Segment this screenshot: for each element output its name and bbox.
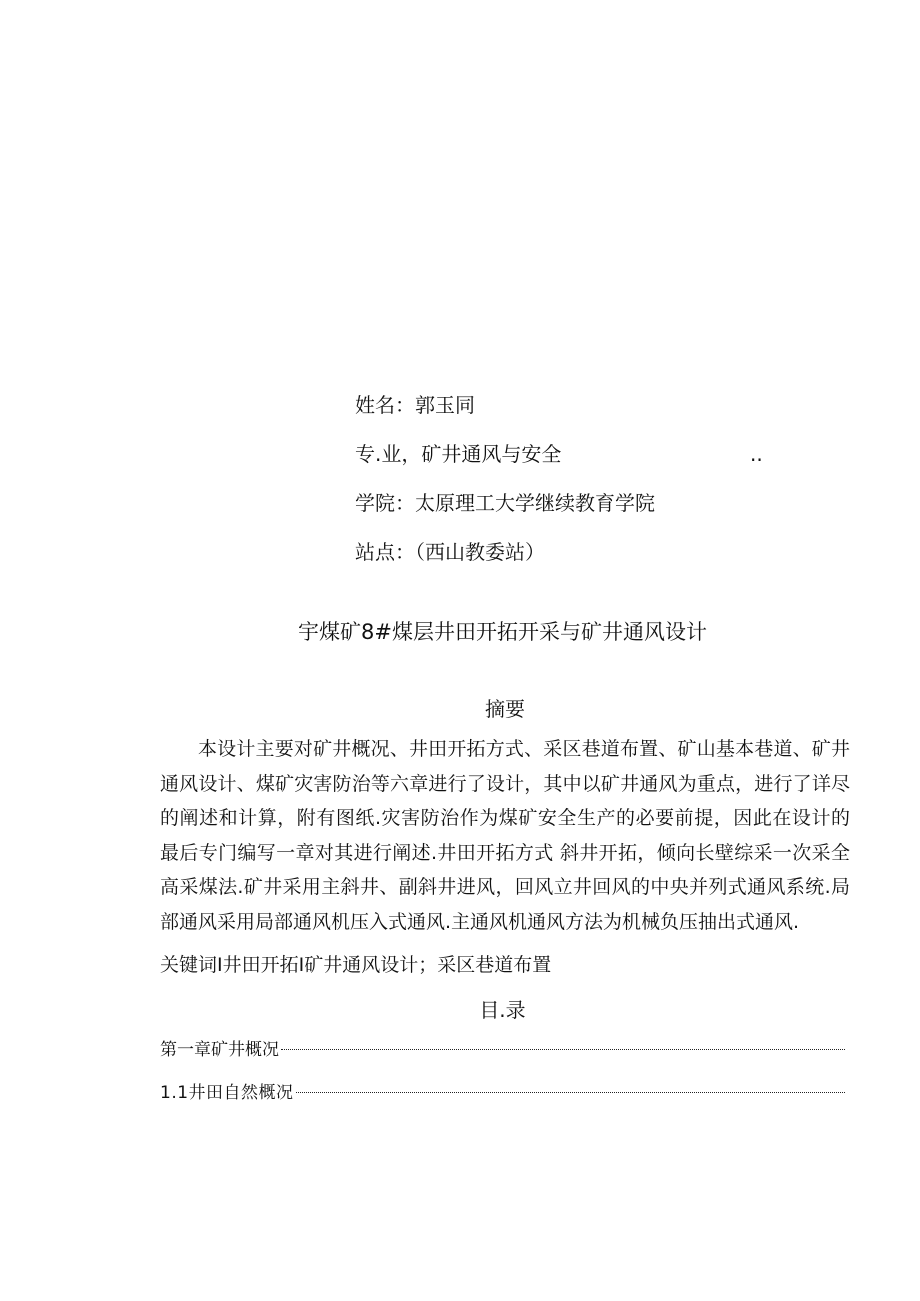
- toc-entry[interactable]: [160, 1079, 845, 1107]
- station-label: 站点：: [355, 540, 415, 564]
- abstract-heading: 摘要: [485, 697, 525, 721]
- major-trailing-dots: ..: [750, 442, 763, 466]
- toc-entry-label: 1.1井田自然概况: [160, 1083, 294, 1103]
- abstract-body: 本设计主要对矿井概况、井田开拓方式、采区巷道布置、矿山基本巷道、矿井通风设计、煤矿灾害防治等六章进行了设计，其中以矿井通风为重点，进行了详尽的阐述和计算，附有图纸.灾害防治作为煤矿安全生产的必要前提，因此在设计的最后专门编写一章对其进行阐述.井田开拓方式 斜井开拓，倾向长壁综采一次采全高采煤法.矿井采用主斜井、副斜井进风，回风立井回风的中央并列式通风系统.局部通风采用局部通风机压入式通风.主通风机通风方法为机械负压抽出式通风.: [160, 738, 850, 933]
- name-label: 姓名：: [355, 393, 415, 417]
- toc-leader-dots: [281, 1049, 845, 1050]
- toc-entry-label: 第一章矿井概况: [160, 1040, 279, 1060]
- major-label: 专.业，: [355, 442, 422, 466]
- toc-leader-dots: [296, 1092, 845, 1093]
- keywords-line: 关键词I井田开拓I矿井通风设计；采区巷道布置: [160, 954, 552, 976]
- toc-entry[interactable]: [160, 1036, 845, 1064]
- station-line: [355, 537, 545, 567]
- major-line: [355, 439, 815, 469]
- college-value: 太原理工大学继续教育学院: [415, 491, 655, 515]
- name-line: [355, 390, 475, 420]
- major-value: 矿井通风与安全: [421, 442, 562, 466]
- college-label: 学院：: [355, 491, 415, 515]
- station-value: （西山教委站）: [415, 540, 545, 564]
- document-title: 宇煤矿8#煤层井田开拓开采与矿井通风设计: [298, 620, 707, 644]
- name-value: 郭玉同: [415, 393, 475, 417]
- college-line: [355, 488, 655, 518]
- toc-heading: 目.录: [479, 998, 526, 1022]
